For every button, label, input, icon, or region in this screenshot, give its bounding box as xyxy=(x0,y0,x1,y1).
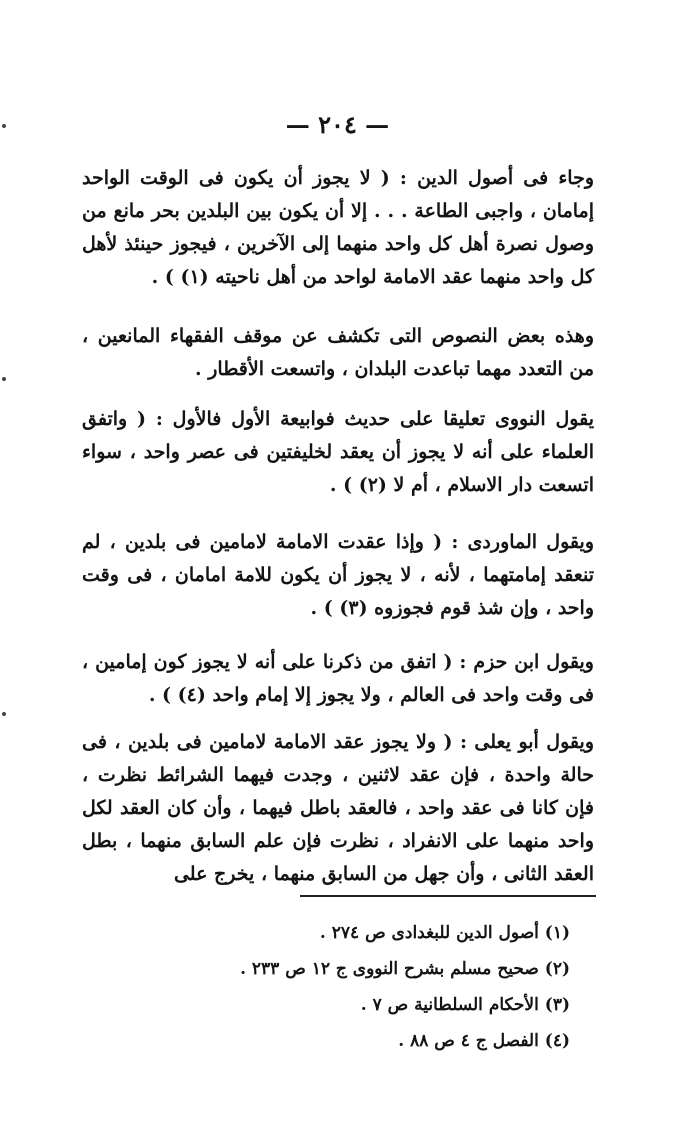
margin-mark xyxy=(2,124,6,128)
footnotes xyxy=(200,915,570,1059)
paragraph-4: ويقول الماوردى : ( وإذا عقدت الامامة لامامين فى بلدين ، لم تنعقد إمامتهما ، لأنه ، لا يجوز أن يكون للامة امامان ، فى وقت واحد ، وإن شذ قوم فجوزوه (٣) ) . xyxy=(82,531,594,619)
footnote-2: (٢) صحيح مسلم بشرح النووى ج ١٢ ص ٢٣٣ . xyxy=(240,959,570,979)
page-number: — ٢٠٤ — xyxy=(285,110,390,139)
footnote-separator xyxy=(300,895,596,897)
paragraph-2: وهذه بعض النصوص التى تكشف عن موقف الفقهاء المانعين ، من التعدد مهما تباعدت البلدان ، واتسعت الأقطار . xyxy=(82,325,594,380)
paragraph-6: ويقول أبو يعلى : ( ولا يجوز عقد الامامة لامامين فى بلدين ، فى حالة واحدة ، فإن عقد لاثنين ، وجدت فيهما الشرائط نظرت ، فإن كانا فى عقد واحد ، فالعقد باطل فيهما ، وأن كان العقد لكل واحد منهما على الانفراد ، نظرت فإن علم السابق منهما ، بطل العقد الثانى ، وأن جهل من السابق منهما ، يخرج على xyxy=(82,731,594,885)
footnote-1: (١) أصول الدين للبغدادى ص ٢٧٤ . xyxy=(319,923,570,943)
paragraph-1: وجاء فى أصول الدين : ( لا يجوز أن يكون فى الوقت الواحد إمامان ، واجبى الطاعة . . . إلا أن يكون بين البلدين بحر مانع من وصول نصرة أهل كل واحد منهما إلى الآخرين ، فيجوز حينئذ لأهل كل واحد منهما عقد الامامة لواحد من أهل ناحيته (١) ) . xyxy=(82,167,594,288)
paragraph-3: يقول النووى تعليقا على حديث فوابيعة الأول فالأول : ( واتفق العلماء على أنه لا يجوز أن يعقد لخليفتين فى عصر واحد ، سواء اتسعت دار الاسلام ، أم لا (٢) ) . xyxy=(82,408,594,496)
footnote-3: (٣) الأحكام السلطانية ص ٧ . xyxy=(360,995,570,1015)
paragraph-5: ويقول ابن حزم : ( اتفق من ذكرنا على أنه لا يجوز كون إمامين ، فى وقت واحد فى العالم ، ولا يجوز إلا إمام واحد (٤) ) . xyxy=(82,651,594,706)
footnote-4: (٤) الفصل ج ٤ ص ٨٨ . xyxy=(398,1031,570,1051)
margin-mark xyxy=(2,377,6,381)
margin-mark xyxy=(2,712,6,716)
